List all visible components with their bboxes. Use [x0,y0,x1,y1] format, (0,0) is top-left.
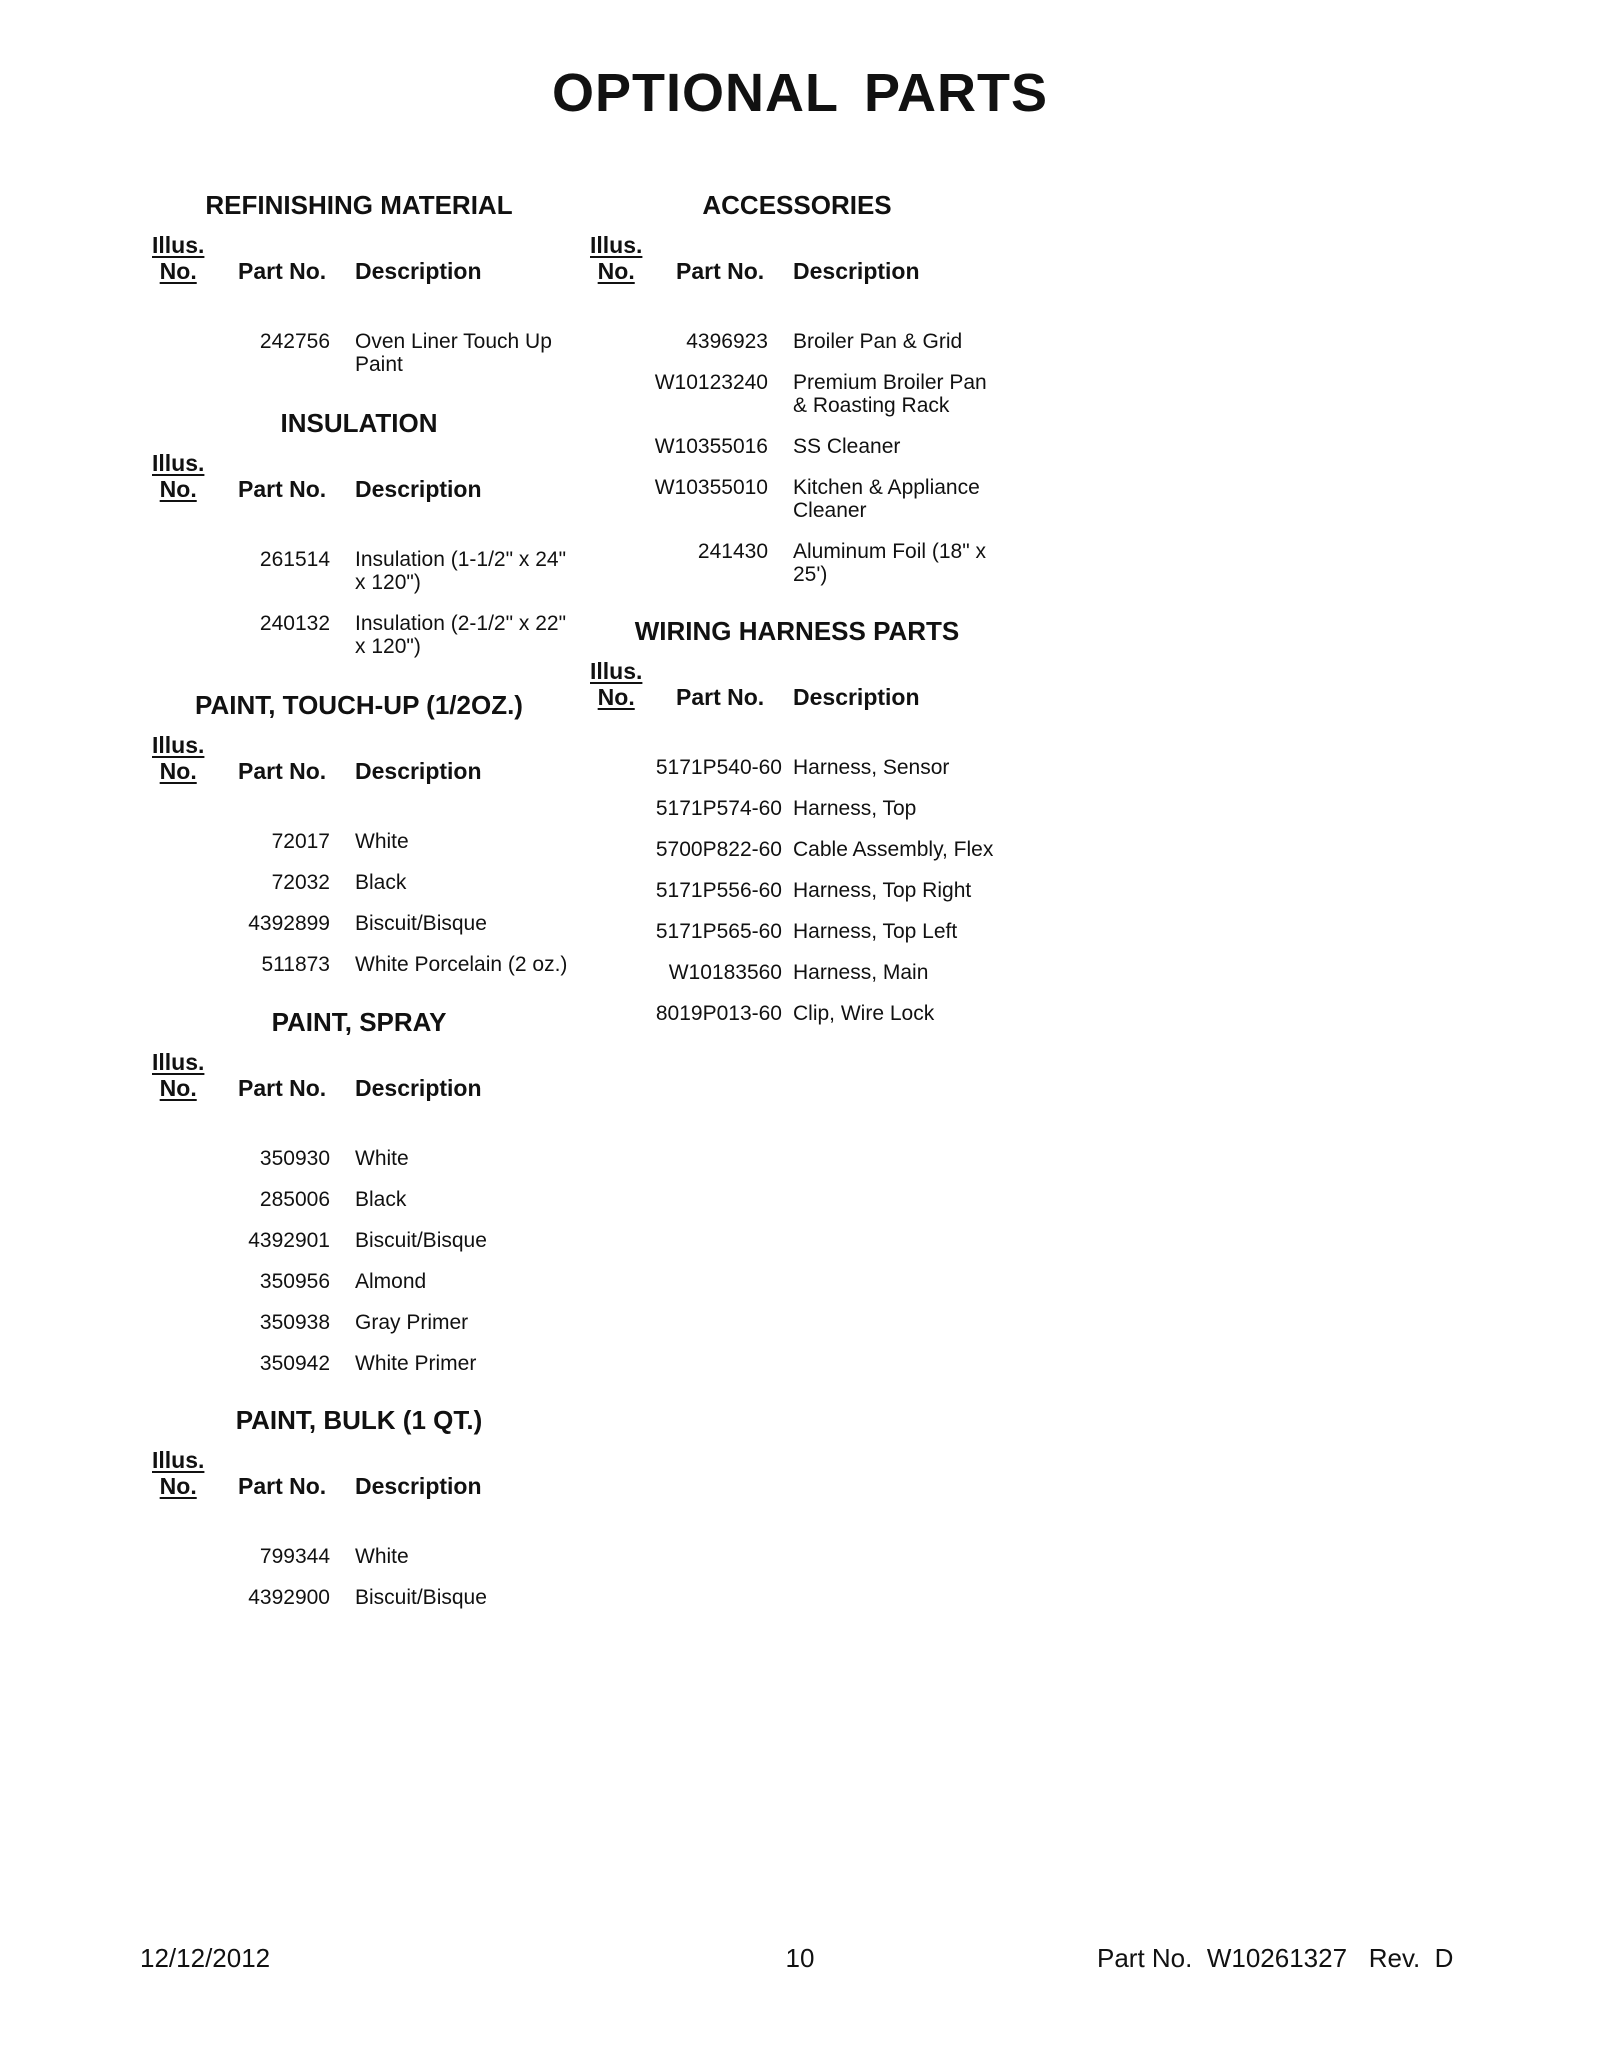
part-description: Insulation (1-1/2" x 24" x 120") [355,548,567,594]
part-row [152,1311,595,1334]
part-row [590,371,1003,417]
description-header: Description [355,1473,482,1499]
no-header-label: No. [159,1473,197,1499]
part-row [590,330,1003,353]
part-description: Cable Assembly, Flex [793,838,994,861]
part-number: W10355016 [654,435,768,458]
part-no-header: Part No. [676,684,765,710]
part-number: 240132 [259,612,330,635]
part-description: Biscuit/Bisque [355,1229,487,1252]
part-row [590,879,1023,902]
parts-list [152,330,575,394]
part-description: White Porcelain (2 oz.) [355,953,568,976]
part-row [152,1270,595,1293]
parts-list [152,830,595,994]
part-description: Kitchen & Appliance Cleaner [793,476,980,522]
part-row [590,920,1023,943]
part-description: Clip, Wire Lock [793,1002,935,1025]
part-description: Premium Broiler Pan & Roasting Rack [793,371,987,417]
part-description: White [355,1147,409,1170]
part-row [152,612,575,658]
part-row [152,1147,595,1170]
part-no-header: Part No. [238,1473,327,1499]
part-number: 72032 [271,871,330,894]
parts-list [590,756,1023,1043]
part-number: 5171P556-60 [655,879,782,902]
section-title: PAINT, BULK (1 QT.) [235,1405,483,1435]
part-no-header: Part No. [238,758,327,784]
part-row [590,797,1023,820]
section-title: PAINT, TOUCH-UP (1/2OZ.) [195,690,523,720]
part-number: 799344 [259,1545,330,1568]
part-no-header: Part No. [238,476,327,502]
part-row [152,1229,595,1252]
part-number: 5171P574-60 [655,797,782,820]
part-row [590,1002,1023,1025]
part-description: White [355,830,409,853]
illus-no-header [152,450,204,502]
part-no-header: Part No. [238,258,327,284]
description-header: Description [355,758,482,784]
part-number: 261514 [259,548,330,571]
illus-no-header [152,732,204,784]
part-description: White [355,1545,409,1568]
part-row [152,953,595,976]
part-number: 8019P013-60 [655,1002,782,1025]
parts-list [152,1545,595,1627]
part-number: 511873 [261,953,330,976]
illus-header-label: Illus. [590,232,643,258]
part-number: 350938 [259,1311,330,1334]
section-title: ACCESSORIES [702,190,892,220]
illus-no-header [152,1447,204,1499]
part-number: W10183560 [668,961,782,984]
part-number: 241430 [697,540,768,563]
part-row [152,830,595,853]
part-number: W10123240 [654,371,768,394]
no-header-label: No. [159,476,197,502]
no-header-label: No. [597,258,635,284]
part-number: 5700P822-60 [655,838,782,861]
part-description: SS Cleaner [793,435,901,458]
no-header-label: No. [159,258,197,284]
part-description: Harness, Top Right [793,879,972,902]
no-header-label: No. [159,758,197,784]
part-number: 4396923 [686,330,768,353]
description-header: Description [793,684,920,710]
part-description: Gray Primer [355,1311,469,1334]
part-row [590,838,1023,861]
part-description: Almond [355,1270,427,1293]
part-number: 4392900 [248,1586,330,1609]
parts-list [590,330,1003,604]
part-number: 4392901 [248,1229,330,1252]
part-row [590,435,1003,458]
part-description: Oven Liner Touch Up Paint [355,330,552,376]
part-description: Aluminum Foil (18" x 25') [793,540,987,586]
footer-page-number: 10 [785,1943,815,1973]
illus-header-label: Illus. [152,1049,205,1075]
part-number: 5171P565-60 [655,920,782,943]
illus-header-label: Illus. [152,1447,205,1473]
section-title: PAINT, SPRAY [271,1007,447,1037]
description-header: Description [793,258,920,284]
part-description: White Primer [355,1352,477,1375]
part-number: 4392899 [248,912,330,935]
part-row [152,871,595,894]
part-number: 72017 [271,830,330,853]
section-title: REFINISHING MATERIAL [205,190,513,220]
no-header-label: No. [597,684,635,710]
section-title: INSULATION [280,408,438,438]
illus-no-header [152,1049,204,1101]
part-row [590,540,1003,586]
part-description: Black [355,1188,407,1211]
part-row [152,1188,595,1211]
illus-no-header [590,658,642,710]
part-description: Biscuit/Bisque [355,1586,487,1609]
part-row [152,912,595,935]
part-row [590,961,1023,984]
illus-header-label: Illus. [152,450,205,476]
illus-no-header [590,232,642,284]
part-row [152,1352,595,1375]
illus-no-header [152,232,204,284]
part-description: Broiler Pan & Grid [793,330,963,353]
illus-header-label: Illus. [590,658,643,684]
section-title: WIRING HARNESS PARTS [634,616,960,646]
footer-part-number: Part No. W10261327 Rev. D [1097,1943,1454,1973]
part-number: 242756 [259,330,330,353]
part-description: Harness, Top [793,797,917,820]
part-description: Harness, Main [793,961,929,984]
part-no-header: Part No. [676,258,765,284]
page-title: OPTIONAL PARTS [551,63,1049,123]
parts-list [152,1147,595,1393]
part-row [590,476,1003,522]
part-row [152,1586,595,1609]
part-number: W10355010 [654,476,768,499]
part-description: Biscuit/Bisque [355,912,487,935]
part-row [590,756,1023,779]
description-header: Description [355,258,482,284]
illus-header-label: Illus. [152,232,205,258]
part-row [152,548,575,594]
part-number: 350942 [259,1352,330,1375]
part-description: Harness, Sensor [793,756,950,779]
parts-list [152,548,575,676]
footer-date: 12/12/2012 [140,1943,271,1973]
part-description: Insulation (2-1/2" x 22" x 120") [355,612,567,658]
no-header-label: No. [159,1075,197,1101]
part-number: 285006 [259,1188,330,1211]
part-description: Black [355,871,407,894]
part-no-header: Part No. [238,1075,327,1101]
part-row [152,330,575,376]
part-description: Harness, Top Left [793,920,958,943]
description-header: Description [355,476,482,502]
part-row [152,1545,595,1568]
part-number: 5171P540-60 [655,756,782,779]
illus-header-label: Illus. [152,732,205,758]
part-number: 350930 [259,1147,330,1170]
part-number: 350956 [259,1270,330,1293]
description-header: Description [355,1075,482,1101]
